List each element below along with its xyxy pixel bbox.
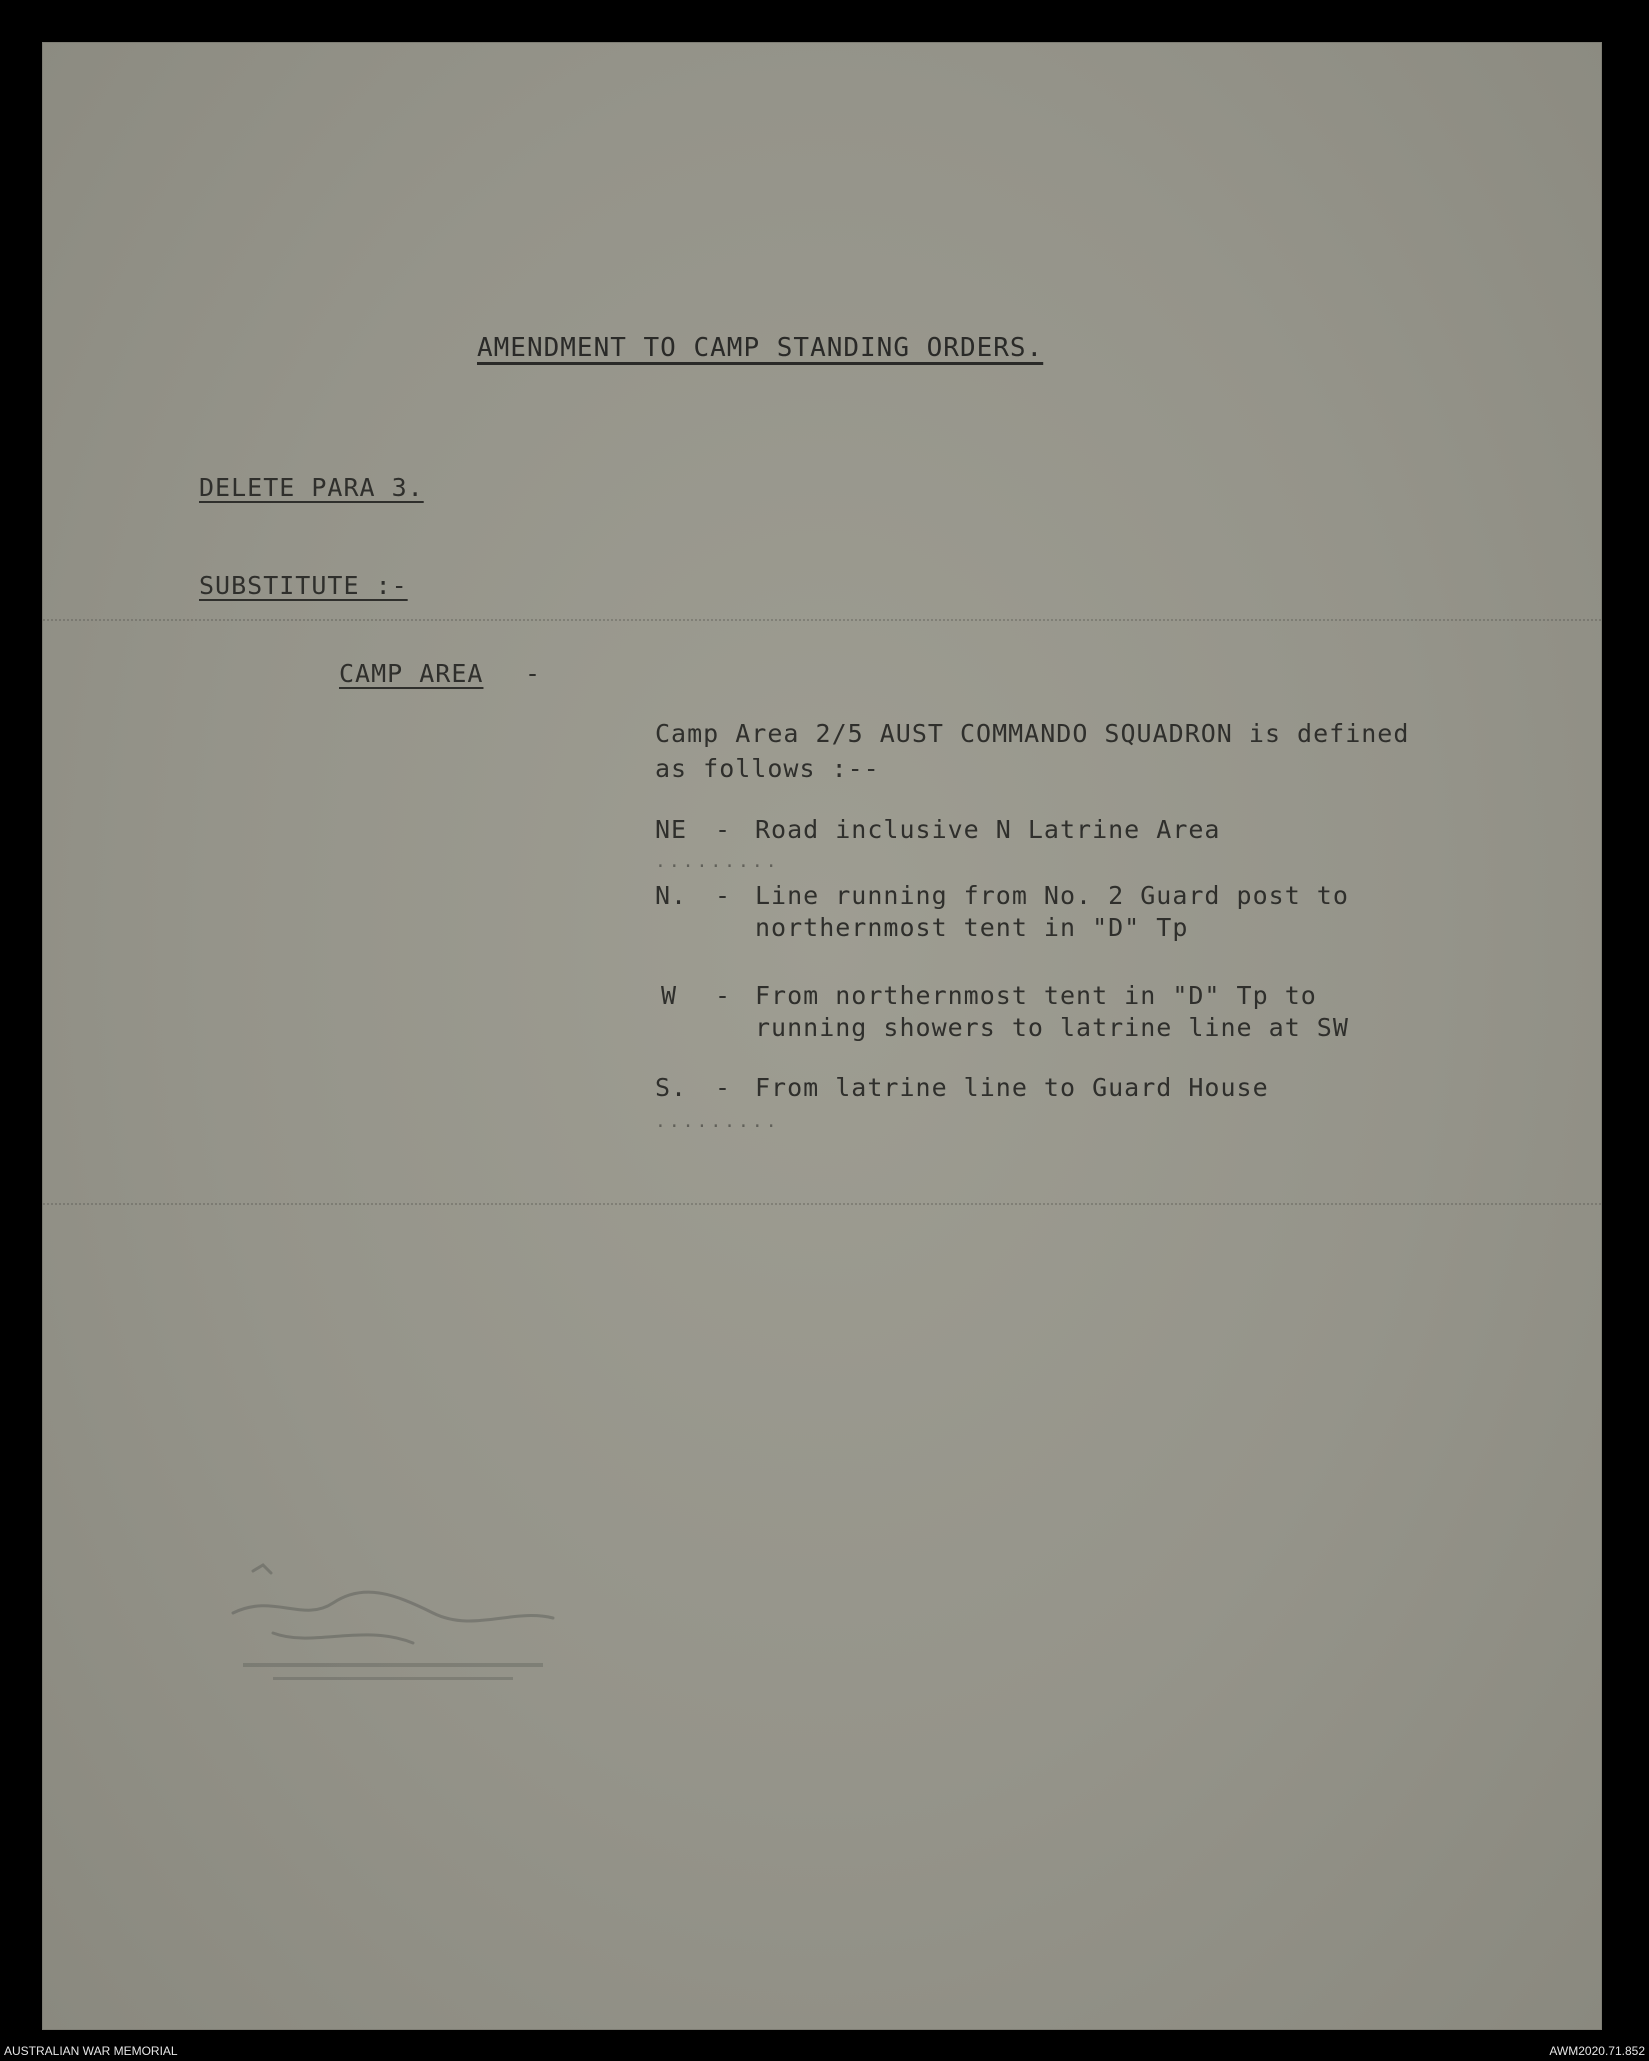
- item-key: S.: [655, 1073, 688, 1102]
- camp-area-label: CAMP AREA: [339, 659, 484, 688]
- show-through-signature: [213, 1553, 593, 1693]
- delete-para-line: DELETE PARA 3.: [199, 473, 424, 502]
- item-key: NE: [655, 815, 688, 844]
- item-dash: -: [715, 881, 732, 910]
- show-through-rule: [43, 619, 1601, 621]
- document-heading: AMENDMENT TO CAMP STANDING ORDERS.: [477, 333, 1044, 363]
- show-through-rule: [43, 1203, 1601, 1205]
- item-text-line-1: Road inclusive N Latrine Area: [755, 815, 1221, 844]
- camp-area-dash: -: [525, 659, 542, 688]
- dotted-leader: .........: [655, 851, 780, 872]
- item-dash: -: [715, 1073, 732, 1102]
- item-dash: -: [715, 981, 732, 1010]
- item-text-line-1: Line running from No. 2 Guard post to: [755, 881, 1349, 910]
- dotted-leader: .........: [655, 1111, 780, 1132]
- document-page: [42, 42, 1602, 2030]
- footer-right-label: AWM2020.71.852: [1549, 2044, 1645, 2058]
- item-text-line-2: running showers to latrine line at SW: [755, 1013, 1349, 1042]
- item-dash: -: [715, 815, 732, 844]
- intro-line-2: as follows :--: [655, 754, 880, 783]
- item-key: W: [661, 981, 678, 1010]
- intro-line-1: Camp Area 2/5 AUST COMMANDO SQUADRON is defined: [655, 719, 1410, 748]
- footer-left-label: AUSTRALIAN WAR MEMORIAL: [4, 2044, 178, 2058]
- item-key: N.: [655, 881, 688, 910]
- item-text-line-1: From latrine line to Guard House: [755, 1073, 1269, 1102]
- item-text-line-2: northernmost tent in "D" Tp: [755, 913, 1189, 942]
- substitute-label: SUBSTITUTE :-: [199, 571, 408, 600]
- item-text-line-1: From northernmost tent in "D" Tp to: [755, 981, 1317, 1010]
